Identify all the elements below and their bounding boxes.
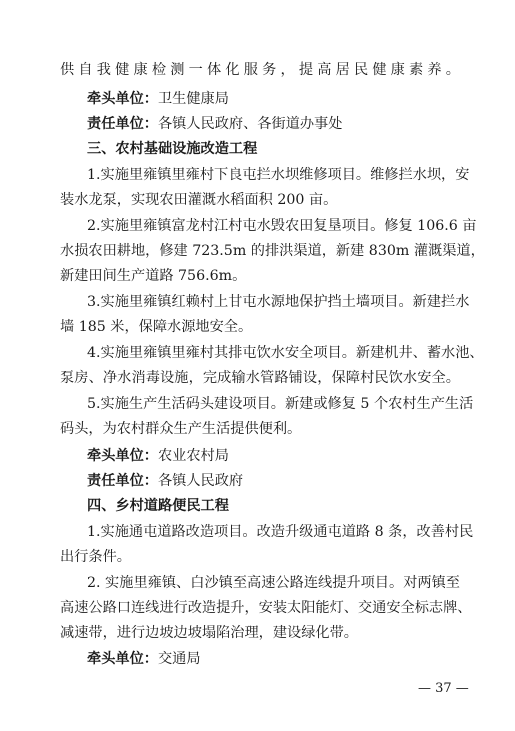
paragraph-line: 墙 185 米，保障水源地安全。	[60, 319, 253, 335]
responsible-unit-label: 责任单位：	[87, 473, 158, 489]
paragraph-line: 装水龙泵，实现农田灌溉水稻面积 200 亩。	[60, 192, 338, 208]
responsible-unit-line	[87, 114, 460, 134]
lead-unit-line	[87, 446, 460, 466]
paragraph-line: 码头，为农村群众生产生活提供便利。	[60, 421, 302, 437]
paragraph-line: 供自我健康检测一体化服务，提高居民健康素养。	[60, 62, 460, 78]
lead-unit-value: 农业农村局	[157, 448, 229, 464]
paragraph-line: 2. 实施里雍镇、白沙镇至高速公路连线提升项目。对两镇至	[87, 575, 460, 591]
lead-unit-value: 卫生健康局	[157, 91, 229, 107]
paragraph-line: 出行条件。	[60, 549, 131, 565]
paragraph-line: 1.实施里雍镇里雍村下良屯拦水坝维修项目。维修拦水坝，安	[87, 167, 470, 183]
lead-unit-label: 牵头单位：	[87, 91, 158, 107]
paragraph-line: 新建田间生产道路 756.6m。	[60, 268, 247, 284]
responsible-unit-value: 各镇人民政府、各街道办事处	[157, 116, 343, 132]
paragraph-line: 4.实施里雍镇里雍村其排屯饮水安全项目。新建机井、蓄水池、	[87, 345, 484, 361]
paragraph-line: 5.实施生产生活码头建设项目。新建或修复 5 个农村生产生活	[87, 396, 474, 412]
section-heading: 三、农村基础设施改造工程	[87, 141, 258, 157]
paragraph-line: 水损农田耕地，修建 723.5m 的排洪渠道，新建 830m 灌溉渠道，	[60, 243, 485, 259]
responsible-unit-label: 责任单位：	[87, 116, 158, 132]
paragraph-line: 2.实施里雍镇富龙村江村屯水毁农田复垦项目。修复 106.6 亩	[87, 218, 477, 234]
paragraph-line: 减速带，进行边坡边坡塌陷治理，建设绿化带。	[60, 625, 358, 641]
lead-unit-label: 牵头单位：	[87, 651, 158, 667]
section-heading: 四、乡村道路便民工程	[87, 498, 229, 514]
paragraph-line: 3.实施里雍镇红赖村上甘屯水源地保护挡土墙项目。新建拦水	[87, 294, 470, 310]
responsible-unit-line	[87, 471, 460, 491]
paragraph-line: 泵房、净水消毒设施，完成输水管路铺设，保障村民饮水安全。	[60, 370, 460, 386]
responsible-unit-value: 各镇人民政府	[157, 473, 244, 489]
lead-unit-value: 交通局	[157, 651, 201, 667]
lead-unit-label: 牵头单位：	[87, 448, 158, 464]
page-number: — 37 —	[418, 681, 469, 696]
lead-unit-line	[87, 649, 460, 669]
paragraph-line: 高速公路口连线进行改造提升，安装太阳能灯、交通安全标志牌、	[60, 600, 472, 616]
lead-unit-line	[87, 89, 460, 109]
paragraph-line: 1.实施通屯道路改造项目。改造升级通屯道路 8 条，改善村民	[87, 524, 474, 540]
